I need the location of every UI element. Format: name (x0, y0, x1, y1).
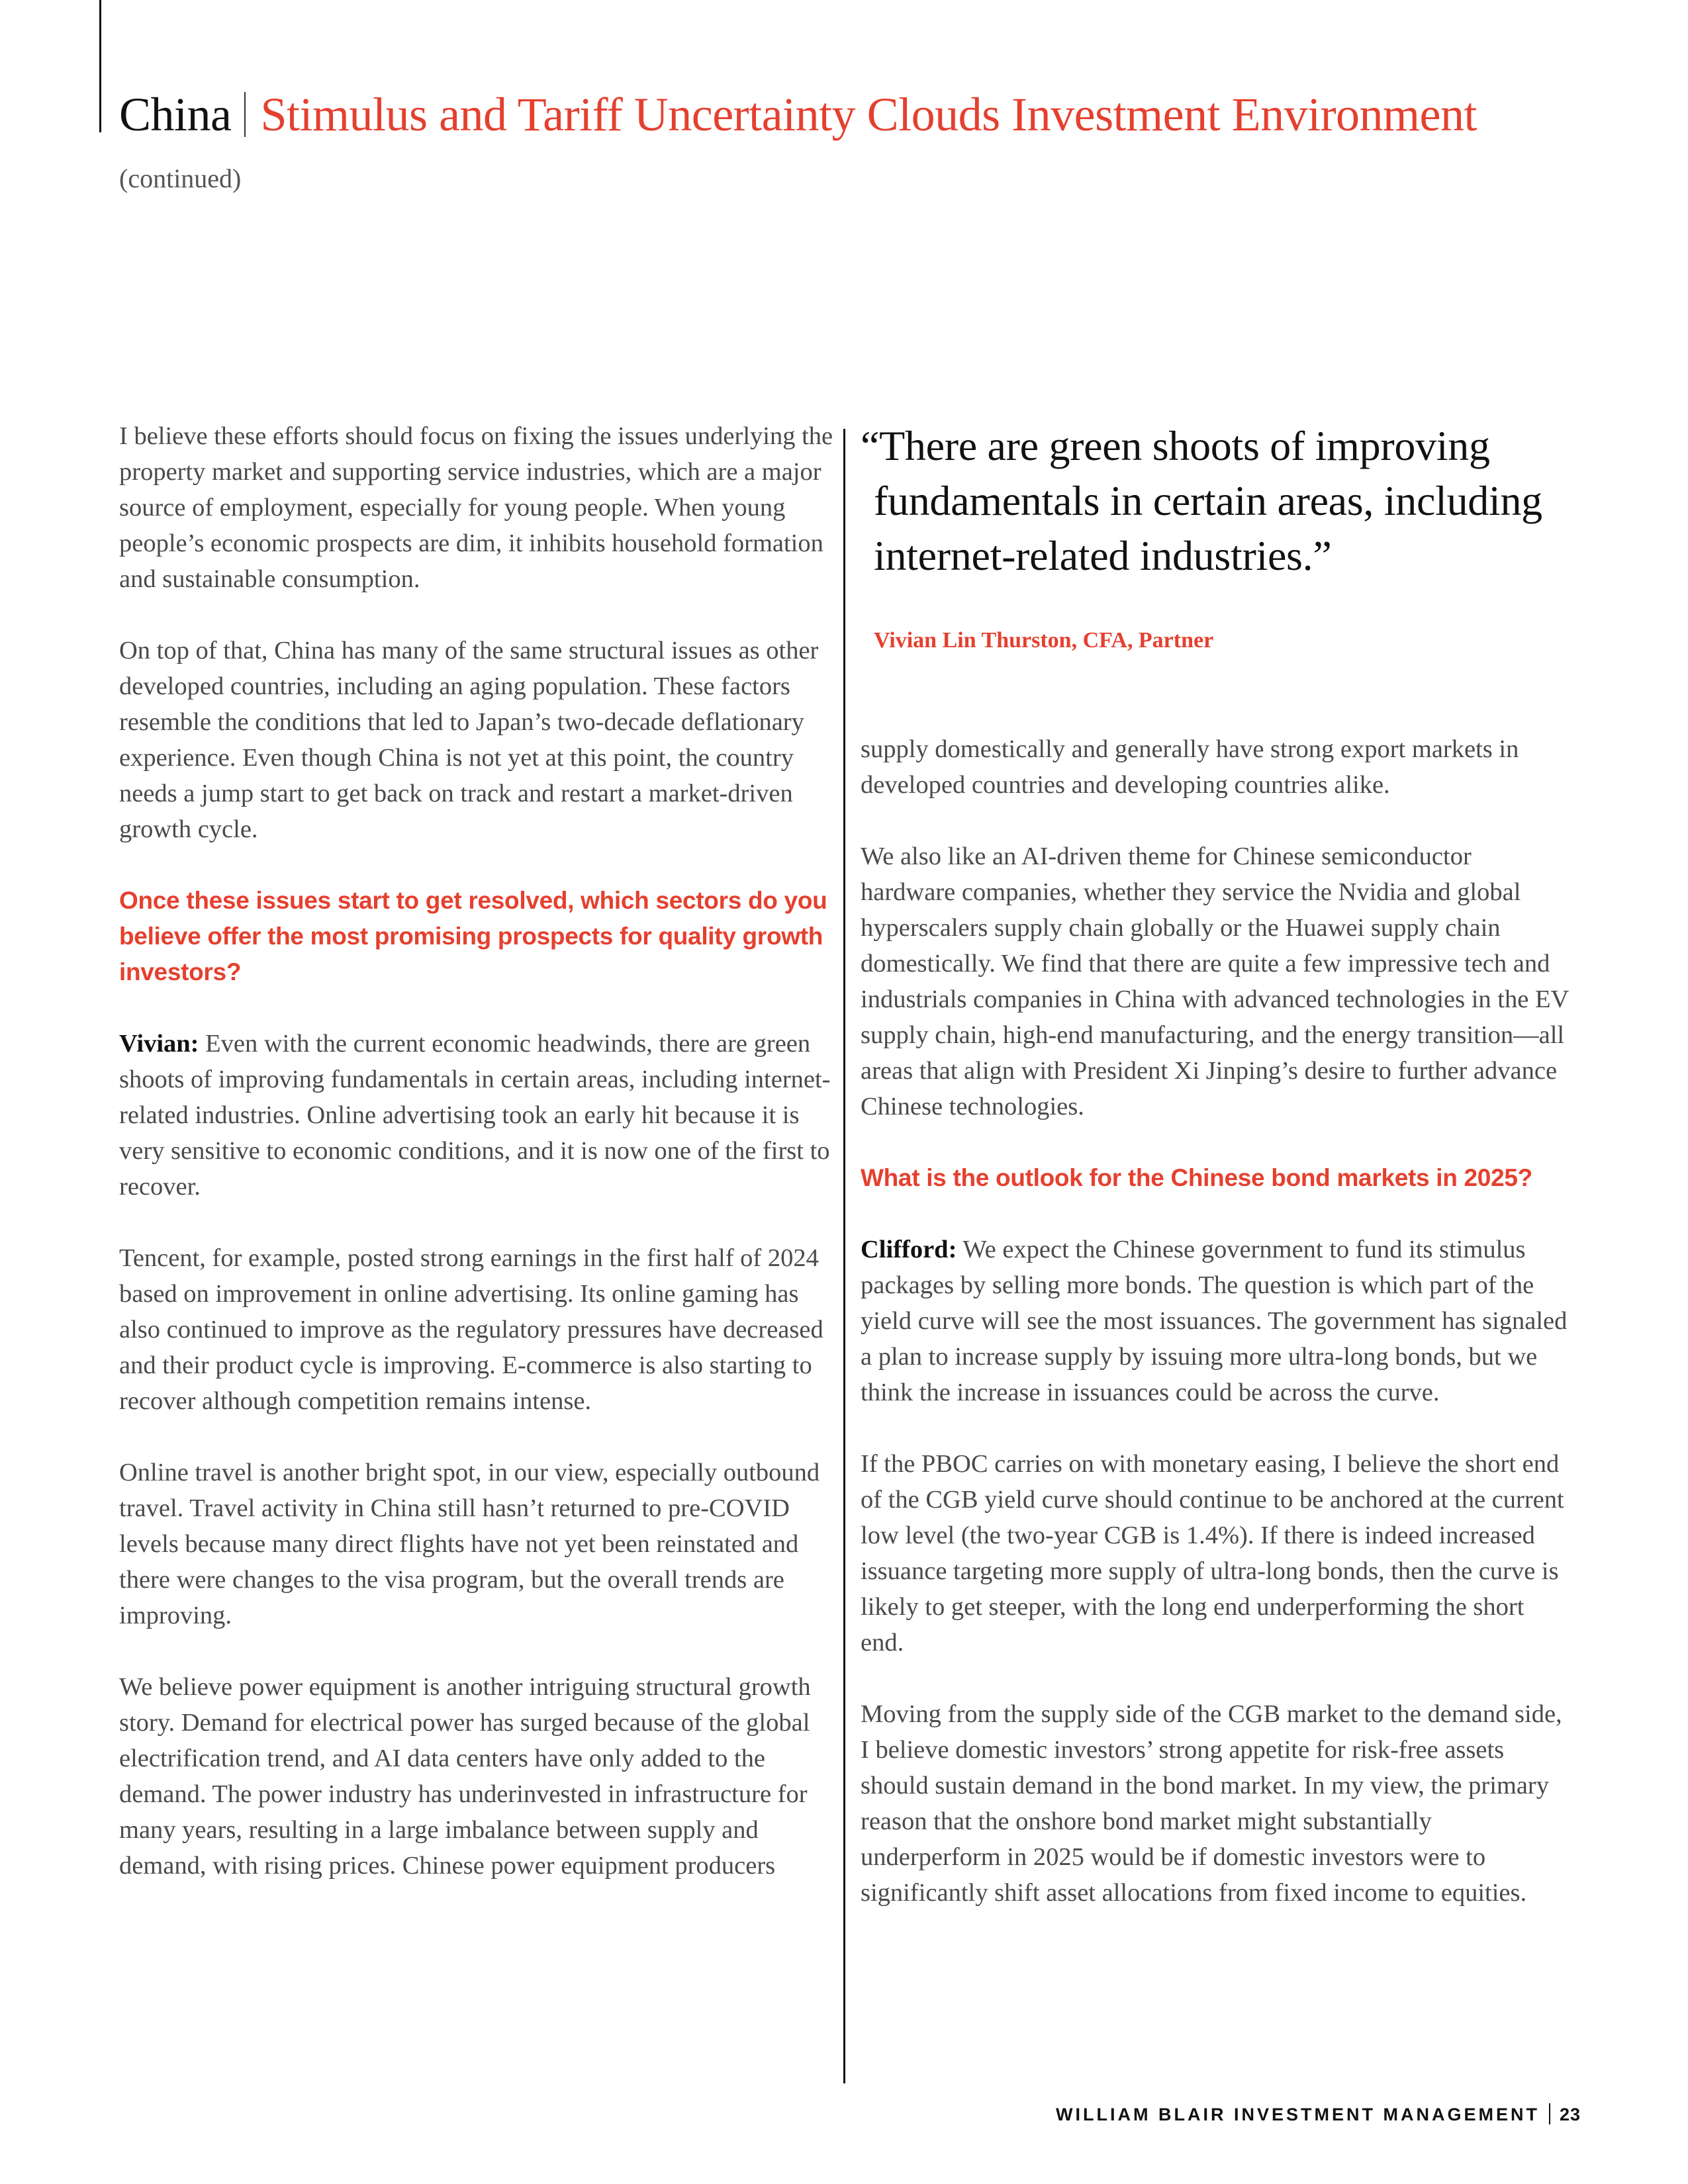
top-vertical-rule (99, 0, 101, 132)
paragraph: supply domestically and generally have strong export markets in developed countries and developing countries alike. (861, 735, 1519, 799)
speaker-name: Clifford: (861, 1236, 957, 1263)
paragraph: Online travel is another bright spot, in our view, especially outbound travel. Travel activity in China still hasn’t returned to pre-COVID levels because many direct flights have not yet been reinstated and there were changes to the visa program, but the overall trends are improving. (119, 1459, 820, 1629)
interview-answer (119, 1026, 834, 1205)
page-footer (1056, 2103, 1581, 2125)
page-title (119, 85, 1477, 144)
pull-quote: “There are green shoots of improving fundamentals in certain areas, including internet-related industries.” (861, 422, 1542, 579)
title-separator (244, 92, 246, 137)
continued-label: (continued) (119, 163, 242, 193)
paragraph: I believe these efforts should focus on fixing the issues underlying the property market and supporting service industries, which are a major source of employment, especially for young people. When young people’s economic prospects are dim, it inhibits household formation and sustainable consumption. (119, 422, 833, 593)
speaker-name: Vivian: (119, 1030, 199, 1058)
paragraph: We also like an AI-driven theme for Chinese semiconductor hardware companies, whether they service the Nvidia and global hyperscalers supply chain globally or the Huawei supply chain domestically. We find that there are quite a few impressive tech and industrials companies in China with advanced technologies in the EV supply chain, high-end manufacturing, and the energy transition—all areas that align with President Xi Jinping’s desire to further advance Chinese technologies. (861, 842, 1569, 1120)
paragraph: Tencent, for example, posted strong earnings in the first half of 2024 based on improvement in online advertising. Its online gaming has also continued to improve as the regulatory pressures have decreased and their product cycle is improving. E-commerce is also starting to recover although competition remains intense. (119, 1244, 823, 1415)
quote-attribution: Vivian Lin Thurston, CFA, Partner (874, 628, 1214, 653)
page-number: 23 (1559, 2105, 1581, 2124)
answer-text: We expect the Chinese government to fund its stimulus packages by selling more bonds. The question is which part of the yield curve will see the most issuances. The government has signaled a plan to increase supply by issuing more ultra-long bonds, but we think the increase in issuances could be across the curve. (861, 1236, 1568, 1406)
right-column (861, 418, 1572, 1946)
paragraph: If the PBOC carries on with monetary easing, I believe the short end of the CGB yield curve should continue to be anchored at the current low level (the two-year CGB is 1.4%). If there is indeed increased issuance targeting more supply of ultra-long bonds, then the curve is likely to get steeper, with the long end underperforming the short end. (861, 1450, 1564, 1657)
footer-separator (1549, 2103, 1550, 2124)
title-headline: Stimulus and Tariff Uncertainty Clouds Investment Environment (260, 88, 1477, 141)
column-divider (843, 429, 845, 2083)
right-body (861, 731, 1572, 1911)
paragraph: On top of that, China has many of the same structural issues as other developed countries, including an aging population. These factors resemble the conditions that led to Japan’s two-decade deflationary experience. Even though China is not yet at this point, the country needs a jump start to get back on track and restart a market-driven growth cycle. (119, 637, 819, 843)
interview-question: What is the outlook for the Chinese bond markets in 2025? (861, 1164, 1532, 1191)
left-column (119, 418, 834, 1919)
title-country: China (119, 88, 232, 141)
publisher-name: WILLIAM BLAIR INVESTMENT MANAGEMENT (1055, 2105, 1540, 2124)
interview-question: Once these issues start to get resolved, which sectors do you believe offer the most promising prospects for quality growth investors? (119, 887, 827, 985)
answer-text: Even with the current economic headwinds, there are green shoots of improving fundamentals in certain areas, including internet-related industries. Online advertising took an early hit because it is very sensitive to economic conditions, and it is now one of the first to recover. (119, 1030, 831, 1201)
paragraph: Moving from the supply side of the CGB market to the demand side, I believe domestic investors’ strong appetite for risk-free assets should sustain demand in the bond market. In my view, the primary reason that the onshore bond market might substantially underperform in 2025 would be if domestic investors were to significantly shift asset allocations from fixed income to equities. (861, 1700, 1562, 1907)
interview-answer (861, 1232, 1572, 1410)
paragraph: We believe power equipment is another intriguing structural growth story. Demand for electrical power has surged because of the global electrification trend, and AI data centers have only added to the demand. The power industry has underinvested in infrastructure for many years, resulting in a large imbalance between supply and demand, with rising prices. Chinese power equipment producers (119, 1673, 811, 1880)
